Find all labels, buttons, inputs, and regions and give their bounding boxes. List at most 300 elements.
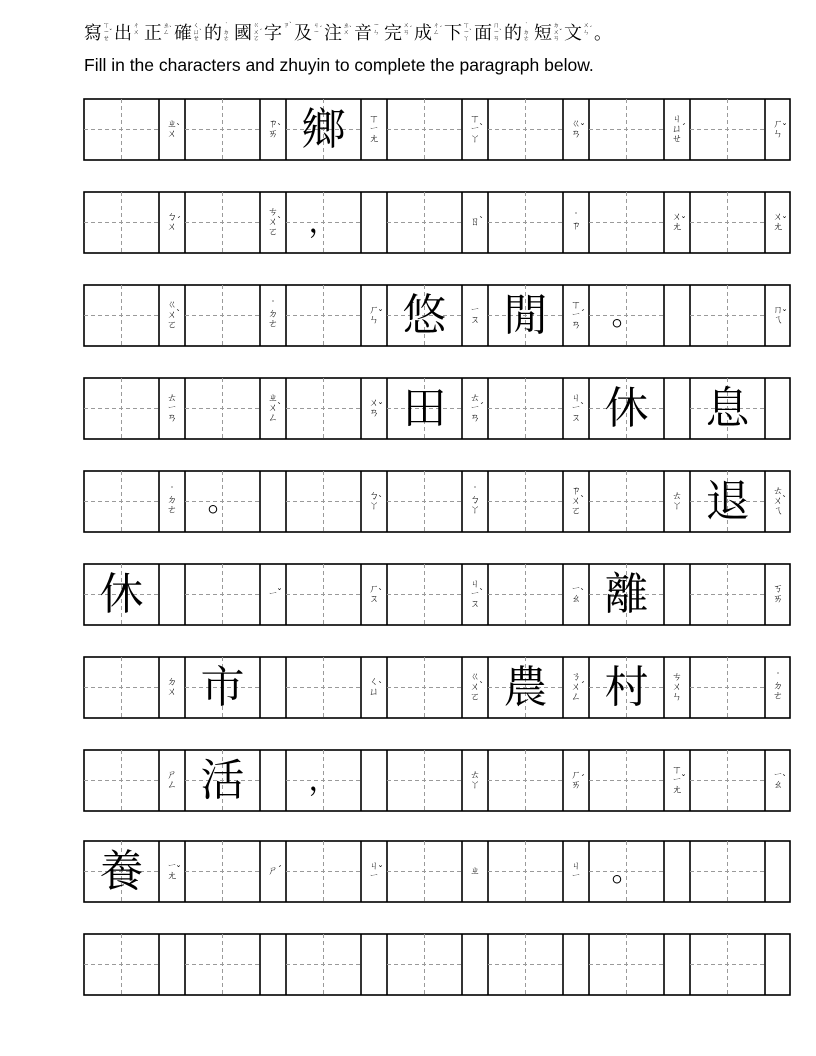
hanzi-box (387, 378, 462, 439)
zhuyin-box (159, 841, 185, 902)
zhuyin-symbol: ㄢ (470, 412, 480, 424)
zhuyin-symbol: ㄒ (470, 113, 480, 125)
zhuyin-blank-box[interactable] (260, 471, 286, 532)
hanzi-blank-box[interactable] (286, 285, 361, 346)
hanzi-char (286, 657, 361, 718)
instruction-tone: ˙ (224, 21, 228, 29)
tone-mark: ˋ (378, 494, 383, 506)
zhuyin-symbol: ㄥ (571, 691, 581, 703)
instruction-zhuyin: ㄔ ㄨ (133, 21, 140, 36)
zhuyin-symbol: ㄧ (571, 583, 581, 595)
tone-mark: ˊ (681, 122, 686, 134)
hanzi-blank-box[interactable] (690, 285, 765, 346)
instruction-zhuyin: ㄑ ㄩ ㄝ ˋ (193, 21, 203, 42)
zhuyin-text (260, 192, 286, 253)
instruction-tone: ˊ (439, 24, 443, 33)
hanzi-blank-box[interactable] (185, 564, 260, 625)
instruction-zhuyin: ㄓ ㄨ ˋ (343, 21, 353, 36)
zhuyin-text (664, 192, 690, 253)
zhuyin-blank-box[interactable] (563, 934, 589, 995)
zhuyin-text (462, 99, 488, 160)
zhuyin-box (563, 378, 589, 439)
tone-mark: ˋ (176, 122, 181, 134)
zhuyin-blank-box[interactable] (462, 934, 488, 995)
zhuyin-symbol: ㄧ (470, 304, 480, 316)
instruction-zhuyin: ㄨ ㄢ ˊ (403, 21, 413, 36)
zhuyin-box (260, 564, 286, 625)
instruction-tone: ˊ (259, 27, 263, 36)
hanzi-blank-box[interactable] (690, 192, 765, 253)
zhuyin-text (260, 378, 286, 439)
hanzi-blank-box[interactable] (488, 934, 563, 995)
hanzi-char (488, 99, 563, 160)
hanzi-blank-box[interactable] (589, 934, 664, 995)
zhuyin-box (664, 99, 690, 160)
zhuyin-symbol: ㄢ (571, 128, 581, 140)
tone-mark: ˇ (580, 122, 585, 134)
zhuyin-text (462, 841, 488, 902)
instruction-tone: ˊ (589, 24, 593, 33)
hanzi-blank-box[interactable] (387, 657, 462, 718)
zhuyin-text (563, 657, 589, 718)
zhuyin-symbol: ㄧ (369, 123, 379, 135)
zhuyin-symbol: ㄏ (369, 583, 379, 595)
zhuyin-text (765, 192, 791, 253)
tone-mark: ˙ (270, 299, 276, 311)
zhuyin-text (260, 841, 286, 902)
hanzi-char (690, 657, 765, 718)
hanzi-blank-box[interactable] (84, 192, 159, 253)
hanzi-char (185, 99, 260, 160)
hanzi-char (185, 841, 260, 902)
hanzi-box (589, 564, 664, 625)
instruction-tone: ˙ (524, 21, 528, 29)
zhuyin-box (462, 378, 488, 439)
zhuyin-blank-box[interactable] (260, 750, 286, 811)
hanzi-blank-box[interactable] (589, 192, 664, 253)
tone-mark: ˋ (277, 122, 282, 134)
zhuyin-blank-box[interactable] (664, 934, 690, 995)
zhuyin-symbol: ㄛ (470, 691, 480, 703)
zhuyin-symbol: ㄟ (773, 505, 783, 517)
hanzi-blank-box[interactable] (690, 99, 765, 160)
worksheet-row (84, 657, 790, 718)
tone-mark: ˇ (782, 122, 787, 134)
hanzi-box (589, 285, 664, 346)
hanzi-char (589, 99, 664, 160)
zhuyin-symbol: ㄜ (167, 504, 177, 516)
zhuyin-blank-box[interactable] (159, 934, 185, 995)
zhuyin-box (563, 657, 589, 718)
zhuyin-symbol: ㄗ (268, 118, 278, 130)
hanzi-blank-box[interactable] (185, 285, 260, 346)
zhuyin-text (159, 657, 185, 718)
hanzi-char: 。 (611, 854, 642, 889)
tone-mark: ˋ (378, 587, 383, 599)
hanzi-box (286, 750, 361, 811)
zhuyin-box (765, 564, 791, 625)
zhuyin-box (260, 841, 286, 902)
zhuyin-blank-box[interactable] (361, 750, 387, 811)
zhuyin-text (563, 378, 589, 439)
hanzi-char: 休 (99, 569, 144, 620)
tone-mark: ˋ (782, 773, 787, 785)
hanzi-blank-box[interactable] (286, 564, 361, 625)
zhuyin-blank-box[interactable] (361, 934, 387, 995)
zhuyin-symbol: ㄨ (268, 216, 278, 228)
zhuyin-text (462, 192, 488, 253)
tone-mark: ˋ (479, 680, 484, 692)
zhuyin-text (260, 285, 286, 346)
zhuyin-symbol: ㄢ (369, 407, 379, 419)
zhuyin-blank-box[interactable] (765, 378, 791, 439)
zhuyin-symbol: ㄓ (470, 865, 480, 877)
zhuyin-text (664, 99, 690, 160)
zhuyin-symbol: ㄤ (672, 784, 682, 796)
tone-mark: ˋ (277, 215, 282, 227)
zhuyin-symbol: ㄅ (369, 490, 379, 502)
hanzi-blank-box[interactable] (488, 471, 563, 532)
hanzi-blank-box[interactable] (589, 471, 664, 532)
worksheet-row (84, 934, 790, 995)
zhuyin-box (159, 471, 185, 532)
zhuyin-text (361, 564, 387, 625)
zhuyin-symbol: ㄛ (167, 319, 177, 331)
tone-mark: ˙ (573, 211, 579, 223)
zhuyin-blank-box[interactable] (765, 934, 791, 995)
hanzi-blank-box[interactable] (286, 378, 361, 439)
hanzi-blank-box[interactable] (387, 841, 462, 902)
instruction-zhuyin: ㄒ ㄧ ㄚ ˋ (463, 21, 473, 42)
zhuyin-text (361, 99, 387, 160)
zhuyin-symbol: ㄡ (369, 593, 379, 605)
hanzi-blank-box[interactable] (286, 841, 361, 902)
hanzi-blank-box[interactable] (690, 657, 765, 718)
instruction-zhuyin: ㄔ ㄥ ˊ (433, 21, 443, 36)
zhuyin-symbol: ㄡ (470, 598, 480, 610)
zhuyin-box (361, 378, 387, 439)
zhuyin-symbol: ㄜ (268, 318, 278, 330)
hanzi-blank-box[interactable] (286, 471, 361, 532)
hanzi-blank-box[interactable] (387, 471, 462, 532)
hanzi-blank-box[interactable] (84, 99, 159, 160)
zhuyin-symbol: ㄚ (470, 779, 480, 791)
zhuyin-text (563, 564, 589, 625)
zhuyin-box (159, 285, 185, 346)
zhuyin-symbol: ㄧ (571, 870, 581, 882)
worksheet-row (84, 841, 790, 902)
zhuyin-text (361, 471, 387, 532)
zhuyin-symbol: ㄕ (167, 769, 177, 781)
hanzi-box (589, 657, 664, 718)
zhuyin-box (765, 192, 791, 253)
hanzi-box (488, 657, 563, 718)
tone-mark: ˋ (479, 215, 484, 227)
instruction-zhuyin: ㄒ ㄧ ㄝ ˇ (103, 21, 113, 42)
hanzi-char (488, 841, 563, 902)
hanzi-blank-box[interactable] (84, 285, 159, 346)
zhuyin-text (563, 471, 589, 532)
instruction-hanzi: 下 (444, 23, 462, 44)
zhuyin-box (563, 471, 589, 532)
hanzi-blank-box[interactable] (589, 99, 664, 160)
tone-mark: ˋ (782, 494, 787, 506)
zhuyin-box (361, 285, 387, 346)
hanzi-box (185, 750, 260, 811)
zhuyin-symbol: ㄒ (369, 113, 379, 125)
instruction-hanzi: 。 (594, 23, 612, 44)
zhuyin-blank-box[interactable] (765, 841, 791, 902)
hanzi-blank-box[interactable] (84, 750, 159, 811)
hanzi-blank-box[interactable] (84, 657, 159, 718)
zhuyin-symbol: ㄊ (470, 392, 480, 404)
zhuyin-symbol: ㄨ (167, 686, 177, 698)
instruction-hanzi: 確 (174, 23, 192, 44)
hanzi-blank-box[interactable] (286, 657, 361, 718)
zhuyin-box (563, 285, 589, 346)
hanzi-blank-box[interactable] (185, 99, 260, 160)
hanzi-char: 農 (503, 662, 548, 713)
zhuyin-text (563, 285, 589, 346)
tone-mark: ˊ (580, 308, 585, 320)
zhuyin-box (462, 99, 488, 160)
zhuyin-symbol: ㄩ (672, 123, 682, 135)
hanzi-char (690, 285, 765, 346)
hanzi-blank-box[interactable] (589, 750, 664, 811)
hanzi-char (589, 192, 664, 253)
zhuyin-blank-box[interactable] (664, 285, 690, 346)
zhuyin-symbol: ㄏ (571, 769, 581, 781)
zhuyin-box (563, 750, 589, 811)
zhuyin-box (664, 192, 690, 253)
hanzi-char (84, 99, 159, 160)
zhuyin-box (361, 471, 387, 532)
hanzi-box (488, 285, 563, 346)
zhuyin-symbol: ㄚ (369, 500, 379, 512)
instruction-zhuyin: ㄇ ㄧ ㄢ ˋ (493, 21, 503, 42)
hanzi-char: 田 (402, 383, 447, 434)
instruction-english: Fill in the characters and zhuyin to complete the paragraph below. (84, 55, 594, 75)
instruction-tone: ˊ (409, 24, 413, 33)
instruction-tone: ˋ (169, 24, 173, 33)
instruction-zhuyin: ㄨ ㄣ ˊ (583, 21, 593, 36)
hanzi-blank-box[interactable] (387, 564, 462, 625)
zhuyin-symbol: ㄘ (672, 671, 682, 683)
hanzi-char: 離 (604, 569, 649, 620)
zhuyin-symbol: ㄑ (369, 676, 379, 688)
zhuyin-blank-box[interactable] (664, 564, 690, 625)
hanzi-blank-box[interactable] (690, 841, 765, 902)
hanzi-char (589, 471, 664, 532)
zhuyin-text (260, 564, 286, 625)
instruction-hanzi: 的 (204, 23, 222, 44)
tone-mark: ˊ (580, 773, 585, 785)
hanzi-char (387, 841, 462, 902)
zhuyin-symbol: ㄧ (672, 774, 682, 786)
hanzi-char (488, 750, 563, 811)
hanzi-box (185, 657, 260, 718)
zhuyin-text (765, 99, 791, 160)
hanzi-char (690, 99, 765, 160)
tone-mark: ˇ (782, 215, 787, 227)
hanzi-char (387, 471, 462, 532)
zhuyin-blank-box[interactable] (361, 192, 387, 253)
zhuyin-symbol: ㄇ (773, 304, 783, 316)
hanzi-box (185, 471, 260, 532)
zhuyin-box (361, 841, 387, 902)
hanzi-blank-box[interactable] (286, 934, 361, 995)
hanzi-char (589, 934, 664, 995)
tone-mark: ˇ (681, 215, 686, 227)
tone-mark: ˙ (472, 485, 478, 497)
zhuyin-symbol: ㄡ (571, 412, 581, 424)
zhuyin-blank-box[interactable] (159, 564, 185, 625)
hanzi-char (690, 192, 765, 253)
tone-mark: ˊ (580, 680, 585, 692)
hanzi-char (185, 378, 260, 439)
zhuyin-box (765, 99, 791, 160)
zhuyin-symbol: ㄐ (470, 578, 480, 590)
zhuyin-symbol: ㄅ (470, 494, 480, 506)
hanzi-char: 休 (604, 383, 649, 434)
hanzi-blank-box[interactable] (690, 564, 765, 625)
zhuyin-symbol: ㄊ (470, 769, 480, 781)
zhuyin-symbol: ㄨ (470, 681, 480, 693)
zhuyin-symbol: ㄥ (268, 412, 278, 424)
zhuyin-blank-box[interactable] (260, 657, 286, 718)
hanzi-blank-box[interactable] (488, 841, 563, 902)
zhuyin-text (361, 657, 387, 718)
instruction-hanzi: 寫 (84, 23, 102, 44)
hanzi-char (84, 750, 159, 811)
instruction-hanzi: 音 (354, 23, 372, 44)
zhuyin-box (361, 657, 387, 718)
hanzi-blank-box[interactable] (185, 192, 260, 253)
hanzi-char (286, 285, 361, 346)
hanzi-box (387, 285, 462, 346)
zhuyin-blank-box[interactable] (260, 934, 286, 995)
zhuyin-symbol: ㄞ (571, 779, 581, 791)
zhuyin-symbol: ㄧ (167, 860, 177, 872)
zhuyin-box (765, 285, 791, 346)
zhuyin-text (361, 378, 387, 439)
zhuyin-blank-box[interactable] (664, 378, 690, 439)
zhuyin-symbol: ㄝ (672, 133, 682, 145)
tone-mark: ˋ (580, 494, 585, 506)
hanzi-blank-box[interactable] (185, 378, 260, 439)
zhuyin-blank-box[interactable] (664, 841, 690, 902)
hanzi-char (185, 934, 260, 995)
hanzi-char: 活 (200, 755, 245, 806)
zhuyin-symbol: ㄨ (167, 128, 177, 140)
zhuyin-box (462, 841, 488, 902)
tone-mark: ˋ (580, 401, 585, 413)
instruction-hanzi: 正 (144, 23, 162, 44)
hanzi-char (387, 750, 462, 811)
tone-mark: ˊ (176, 215, 181, 227)
zhuyin-symbol: ㄚ (470, 504, 480, 516)
hanzi-blank-box[interactable] (387, 934, 462, 995)
tone-mark: ˙ (169, 485, 175, 497)
zhuyin-text (664, 657, 690, 718)
zhuyin-box (664, 657, 690, 718)
hanzi-blank-box[interactable] (387, 750, 462, 811)
zhuyin-box (260, 378, 286, 439)
instruction-zhuyin: ㄉ ㄨ ㄢ ˇ (553, 21, 563, 42)
instruction-hanzi: 文 (564, 23, 582, 44)
zhuyin-symbol: ㄓ (268, 392, 278, 404)
instruction-tone: ˋ (289, 21, 293, 30)
zhuyin-symbol: ㄗ (571, 485, 581, 497)
zhuyin-text (765, 471, 791, 532)
hanzi-blank-box[interactable] (84, 934, 159, 995)
zhuyin-box (462, 192, 488, 253)
instruction-tone: ˋ (199, 27, 203, 36)
hanzi-char (286, 564, 361, 625)
tone-mark: ˇ (782, 308, 787, 320)
instruction-hanzi: 及 (294, 23, 312, 44)
worksheet-row (84, 99, 790, 160)
tone-mark: ˇ (681, 773, 686, 785)
instruction-tone: ˊ (319, 24, 323, 33)
zhuyin-symbol: ㄤ (167, 870, 177, 882)
zhuyin-box (159, 192, 185, 253)
hanzi-blank-box[interactable] (488, 378, 563, 439)
zhuyin-text (159, 841, 185, 902)
zhuyin-symbol: ㄨ (167, 309, 177, 321)
hanzi-blank-box[interactable] (185, 841, 260, 902)
hanzi-blank-box[interactable] (488, 750, 563, 811)
hanzi-char (286, 934, 361, 995)
hanzi-char (387, 564, 462, 625)
hanzi-char (589, 750, 664, 811)
zhuyin-symbol: ㄏ (773, 118, 783, 130)
hanzi-char: 。 (611, 298, 642, 333)
zhuyin-text (462, 750, 488, 811)
zhuyin-symbol: ㄊ (167, 392, 177, 404)
hanzi-char: 村 (604, 662, 649, 713)
instruction-tone: ˋ (469, 27, 473, 36)
hanzi-blank-box[interactable] (690, 934, 765, 995)
zhuyin-box (563, 564, 589, 625)
zhuyin-box (765, 657, 791, 718)
zhuyin-symbol: ㄩ (369, 686, 379, 698)
instruction-zhuyin: ㄗ ˋ (283, 21, 293, 30)
zhuyin-symbol: ㄊ (672, 490, 682, 502)
zhuyin-symbol: ㄧ (167, 402, 177, 414)
hanzi-blank-box[interactable] (690, 750, 765, 811)
hanzi-blank-box[interactable] (488, 99, 563, 160)
hanzi-blank-box[interactable] (387, 99, 462, 160)
hanzi-blank-box[interactable] (488, 564, 563, 625)
zhuyin-text (765, 657, 791, 718)
hanzi-char: 退 (705, 476, 750, 527)
hanzi-blank-box[interactable] (488, 192, 563, 253)
hanzi-box (589, 841, 664, 902)
hanzi-blank-box[interactable] (185, 934, 260, 995)
hanzi-char (387, 934, 462, 995)
zhuyin-text (563, 99, 589, 160)
zhuyin-box (462, 471, 488, 532)
hanzi-box (84, 841, 159, 902)
zhuyin-box (563, 99, 589, 160)
hanzi-blank-box[interactable] (387, 192, 462, 253)
zhuyin-text (664, 471, 690, 532)
hanzi-blank-box[interactable] (84, 471, 159, 532)
hanzi-blank-box[interactable] (84, 378, 159, 439)
zhuyin-text (563, 841, 589, 902)
zhuyin-symbol: ㄉ (773, 680, 783, 692)
